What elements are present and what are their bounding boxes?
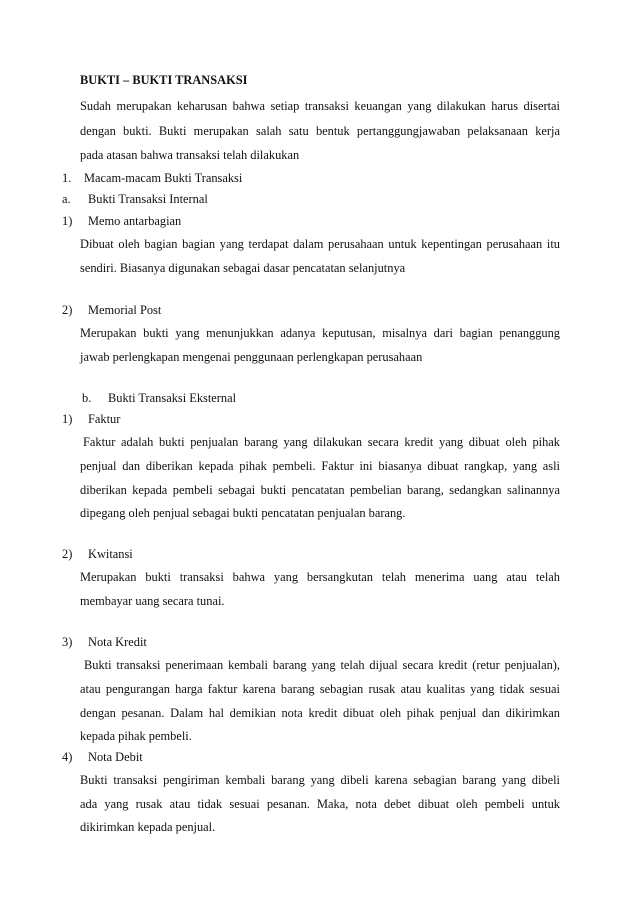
intro-line: dengan bukti. Bukti merupakan salah satu bentuk pertanggungjawaban pelaksanaan kerja — [80, 124, 560, 138]
nota-kredit-text: Bukti transaksi penerimaan kembali barang yang telah dijual secara kredit (retur penjualan), — [84, 658, 560, 672]
memo-heading: Memo antarbagian — [88, 214, 182, 228]
memo-text: Dibuat oleh bagian bagian yang terdapat dalam perusahaan untuk kepentingan perusahaan itu — [80, 237, 560, 251]
nota-debit-heading: Nota Debit — [88, 750, 143, 764]
kwitansi-text: Merupakan bukti transaksi bahwa yang bersangkutan telah menerima uang atau telah — [80, 570, 560, 584]
section-1-number: 1. — [62, 171, 72, 185]
kwitansi-text: membayar uang secara tunai. — [80, 594, 225, 608]
nota-debit-text: dikirimkan kepada penjual. — [80, 820, 216, 834]
memorial-text: Merupakan bukti yang menunjukkan adanya keputusan, misalnya dari bagian penanggung — [80, 326, 560, 340]
faktur-text: dipegang oleh penjual sebagai bukti pencatatan penjualan barang. — [80, 506, 406, 520]
nota-debit-text: ada yang rusak atau tidak sesuai pesanan. Maka, nota debet dibuat oleh pembeli untuk — [80, 797, 560, 811]
intro-line: pada atasan bahwa transaksi telah dilakukan — [80, 148, 300, 162]
item-number: 2) — [62, 547, 73, 561]
sub-b-heading: Bukti Transaksi Eksternal — [108, 391, 237, 405]
nota-kredit-text: kepada pihak pembeli. — [80, 729, 192, 743]
memo-text: sendiri. Biasanya digunakan sebagai dasar pencatatan selanjutnya — [80, 261, 406, 275]
memorial-text: jawab perlengkapan mengenai penggunaan perlengkapan perusahaan — [80, 350, 423, 364]
item-number: 3) — [62, 635, 73, 649]
faktur-heading: Faktur — [88, 412, 121, 426]
kwitansi-heading: Kwitansi — [88, 547, 133, 561]
nota-kredit-text: atau pengurangan harga faktur karena barang sebagian rusak atau kualitas yang tidak sesuai — [80, 682, 560, 696]
nota-kredit-heading: Nota Kredit — [88, 635, 147, 649]
faktur-text: Faktur adalah bukti penjualan barang yang dilakukan secara kredit yang dibuat oleh pihak — [83, 435, 560, 449]
faktur-text: diberikan kepada pembeli sebagai bukti pencatatan pembelian barang, sedangkan salinannya — [80, 483, 560, 497]
sub-b-number: b. — [82, 391, 92, 405]
item-number: 2) — [62, 303, 73, 317]
item-number: 1) — [62, 412, 73, 426]
nota-debit-text: Bukti transaksi pengiriman kembali barang yang dibeli karena sebagian barang yang dibeli — [80, 773, 560, 787]
document-title: BUKTI – BUKTI TRANSAKSI — [80, 73, 248, 87]
sub-a-heading: Bukti Transaksi Internal — [88, 192, 208, 206]
sub-a-number: a. — [62, 192, 71, 206]
memorial-heading: Memorial Post — [88, 303, 162, 317]
faktur-text: penjual dan diberikan kepada pihak pembeli. Faktur ini biasanya dibuat rangkap, yang asli — [80, 459, 560, 473]
intro-line: Sudah merupakan keharusan bahwa setiap transaksi keuangan yang dilakukan harus disertai — [80, 99, 560, 113]
item-number: 4) — [62, 750, 73, 764]
section-1-heading: Macam-macam Bukti Transaksi — [84, 171, 243, 185]
item-number: 1) — [62, 214, 73, 228]
nota-kredit-text: dengan pesanan. Dalam hal demikian nota kredit dibuat oleh pihak penjual dan dikirimkan — [80, 706, 560, 720]
